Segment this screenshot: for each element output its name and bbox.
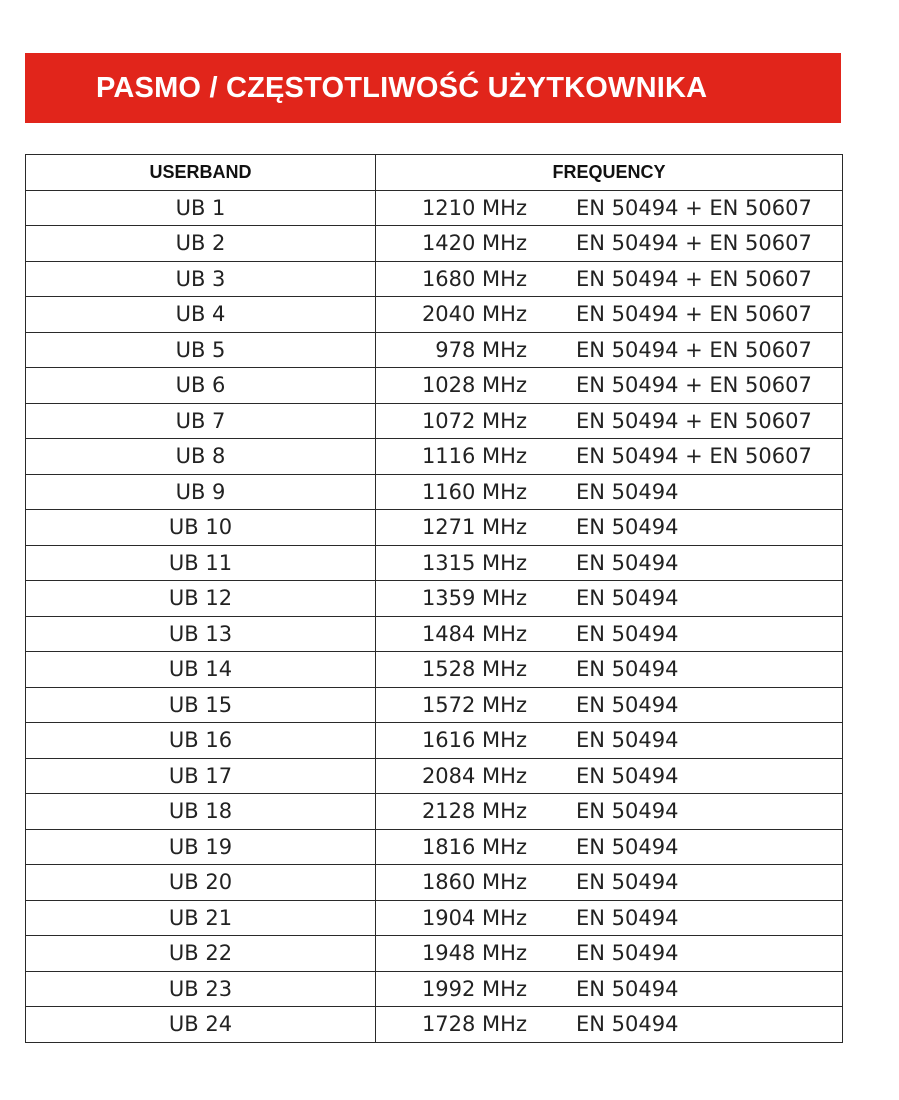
- table-row: [26, 829, 843, 865]
- frequency-cell: [376, 652, 843, 688]
- frequency-value: 1116 MHz: [421, 444, 527, 469]
- userband-cell: UB 17: [26, 758, 376, 794]
- frequency-cell: [376, 439, 843, 475]
- table-row: [26, 403, 843, 439]
- table-row: [26, 510, 843, 546]
- userband-frequency-table: [25, 154, 843, 1043]
- table-row: [26, 261, 843, 297]
- table-row: [26, 758, 843, 794]
- standard-value: EN 50494: [576, 976, 679, 1001]
- userband-cell: UB 1: [26, 190, 376, 226]
- standard-value: EN 50494 + EN 50607: [576, 231, 812, 256]
- userband-cell: UB 3: [26, 261, 376, 297]
- standard-value: EN 50494: [576, 941, 679, 966]
- standard-value: EN 50494: [576, 515, 679, 540]
- frequency-value: 1616 MHz: [421, 728, 527, 753]
- userband-cell: UB 15: [26, 687, 376, 723]
- standard-value: EN 50494: [576, 834, 679, 859]
- userband-cell: UB 23: [26, 971, 376, 1007]
- frequency-cell: [376, 474, 843, 510]
- standard-value: EN 50494: [576, 692, 679, 717]
- standard-value: EN 50494 + EN 50607: [576, 302, 812, 327]
- userband-cell: UB 6: [26, 368, 376, 404]
- table-row: [26, 900, 843, 936]
- userband-cell: UB 12: [26, 581, 376, 617]
- standard-value: EN 50494 + EN 50607: [576, 373, 812, 398]
- frequency-cell: [376, 403, 843, 439]
- table-body: [26, 190, 843, 1042]
- userband-cell: UB 16: [26, 723, 376, 759]
- frequency-cell: [376, 723, 843, 759]
- frequency-value: 1028 MHz: [421, 373, 527, 398]
- frequency-value: 1572 MHz: [421, 692, 527, 717]
- table-row: [26, 297, 843, 333]
- frequency-cell: [376, 545, 843, 581]
- standard-value: EN 50494: [576, 1012, 679, 1037]
- frequency-value: 1210 MHz: [421, 195, 527, 220]
- frequency-value: 2084 MHz: [421, 763, 527, 788]
- userband-cell: UB 4: [26, 297, 376, 333]
- userband-cell: UB 2: [26, 226, 376, 262]
- table-row: [26, 794, 843, 830]
- frequency-cell: [376, 581, 843, 617]
- frequency-cell: [376, 297, 843, 333]
- standard-value: EN 50494: [576, 586, 679, 611]
- userband-cell: UB 21: [26, 900, 376, 936]
- frequency-cell: [376, 687, 843, 723]
- frequency-value: 1271 MHz: [421, 515, 527, 540]
- table-row: [26, 226, 843, 262]
- userband-cell: UB 14: [26, 652, 376, 688]
- userband-cell: UB 24: [26, 1007, 376, 1043]
- column-header-userband: USERBAND: [26, 155, 376, 191]
- frequency-value: 1359 MHz: [421, 586, 527, 611]
- standard-value: EN 50494 + EN 50607: [576, 337, 812, 362]
- page-title: PASMO / CZĘSTOTLIWOŚĆ UŻYTKOWNIKA: [96, 72, 708, 104]
- userband-cell: UB 11: [26, 545, 376, 581]
- table-row: [26, 368, 843, 404]
- standard-value: EN 50494: [576, 870, 679, 895]
- table-row: [26, 439, 843, 475]
- frequency-value: 1420 MHz: [421, 231, 527, 256]
- standard-value: EN 50494 + EN 50607: [576, 195, 812, 220]
- frequency-cell: [376, 900, 843, 936]
- frequency-value: 1315 MHz: [421, 550, 527, 575]
- frequency-value: 1992 MHz: [421, 976, 527, 1001]
- frequency-cell: [376, 261, 843, 297]
- frequency-value: 1072 MHz: [421, 408, 527, 433]
- userband-cell: UB 10: [26, 510, 376, 546]
- frequency-cell: [376, 368, 843, 404]
- userband-cell: UB 18: [26, 794, 376, 830]
- frequency-cell: [376, 190, 843, 226]
- frequency-value: 1728 MHz: [421, 1012, 527, 1037]
- frequency-value: 2040 MHz: [421, 302, 527, 327]
- userband-cell: UB 20: [26, 865, 376, 901]
- userband-cell: UB 5: [26, 332, 376, 368]
- standard-value: EN 50494: [576, 621, 679, 646]
- table-row: [26, 936, 843, 972]
- standard-value: EN 50494: [576, 657, 679, 682]
- table-row: [26, 971, 843, 1007]
- column-header-frequency: FREQUENCY: [376, 155, 843, 191]
- frequency-value: 2128 MHz: [421, 799, 527, 824]
- userband-cell: UB 8: [26, 439, 376, 475]
- standard-value: EN 50494 + EN 50607: [576, 266, 812, 291]
- standard-value: EN 50494 + EN 50607: [576, 408, 812, 433]
- frequency-value: 1484 MHz: [421, 621, 527, 646]
- title-banner: [25, 53, 841, 123]
- table-header-row: [26, 155, 843, 191]
- standard-value: EN 50494: [576, 799, 679, 824]
- table-row: [26, 652, 843, 688]
- table-row: [26, 545, 843, 581]
- frequency-cell: [376, 829, 843, 865]
- userband-cell: UB 19: [26, 829, 376, 865]
- table-row: [26, 723, 843, 759]
- table-row: [26, 190, 843, 226]
- frequency-cell: [376, 971, 843, 1007]
- frequency-cell: [376, 794, 843, 830]
- frequency-cell: [376, 936, 843, 972]
- frequency-cell: [376, 616, 843, 652]
- table-row: [26, 581, 843, 617]
- frequency-value: 1528 MHz: [421, 657, 527, 682]
- userband-cell: UB 22: [26, 936, 376, 972]
- frequency-value: 1816 MHz: [421, 834, 527, 859]
- frequency-cell: [376, 510, 843, 546]
- frequency-value: 1948 MHz: [421, 941, 527, 966]
- frequency-cell: [376, 1007, 843, 1043]
- table-row: [26, 474, 843, 510]
- frequency-cell: [376, 226, 843, 262]
- standard-value: EN 50494: [576, 728, 679, 753]
- table-row: [26, 865, 843, 901]
- frequency-value: 1904 MHz: [421, 905, 527, 930]
- userband-cell: UB 13: [26, 616, 376, 652]
- table-row: [26, 332, 843, 368]
- standard-value: EN 50494: [576, 905, 679, 930]
- frequency-value: 1680 MHz: [421, 266, 527, 291]
- frequency-value: 1860 MHz: [421, 870, 527, 895]
- userband-cell: UB 9: [26, 474, 376, 510]
- standard-value: EN 50494: [576, 550, 679, 575]
- frequency-value: 978 MHz: [435, 337, 527, 362]
- standard-value: EN 50494: [576, 479, 679, 504]
- frequency-cell: [376, 865, 843, 901]
- table-row: [26, 687, 843, 723]
- frequency-value: 1160 MHz: [421, 479, 527, 504]
- userband-cell: UB 7: [26, 403, 376, 439]
- standard-value: EN 50494 + EN 50607: [576, 444, 812, 469]
- frequency-cell: [376, 758, 843, 794]
- table-row: [26, 616, 843, 652]
- table-row: [26, 1007, 843, 1043]
- standard-value: EN 50494: [576, 763, 679, 788]
- frequency-cell: [376, 332, 843, 368]
